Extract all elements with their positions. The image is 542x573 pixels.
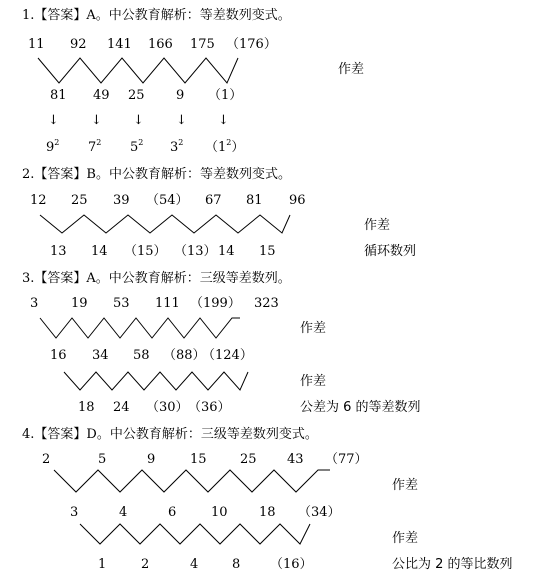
p3-second-diff-term: （30） — [146, 400, 189, 415]
down-arrow-icon: ↓ — [133, 113, 144, 128]
p2-seq-term: 81 — [246, 193, 263, 208]
p1-note-difference: 作差 — [338, 62, 365, 77]
p3-second-diff-term: 18 — [78, 400, 95, 415]
p2-note-difference: 作差 — [364, 218, 391, 233]
p4-zigzag-b — [80, 524, 310, 544]
p4-diff-term: 6 — [168, 505, 177, 520]
p1-diff-term: 49 — [93, 88, 110, 103]
p3-note-difference: 作差 — [300, 374, 327, 389]
p2-diff-term: （15） — [124, 244, 167, 259]
p2-diff-term: 13 — [50, 244, 67, 259]
p4-seq-term: 15 — [190, 452, 207, 467]
p3-zigzag-b — [64, 372, 248, 390]
down-arrow-icon: ↓ — [91, 113, 102, 128]
p3-seq-term: 111 — [155, 296, 180, 311]
p4-diff-term: 10 — [211, 505, 228, 520]
p1-square-term: $3^2$ — [170, 138, 184, 155]
p4-seq-term: 2 — [42, 452, 51, 467]
p3-seq-term: 3 — [30, 296, 39, 311]
p4-header: 4.【答案】D。中公教育解析：三级等差数列变式。 — [22, 427, 318, 442]
p1-square-term: $9^2$ — [46, 138, 60, 155]
p3-diff-term: 58 — [133, 348, 150, 363]
p3-seq-term: 323 — [254, 296, 279, 311]
down-arrow-icon: ↓ — [176, 113, 187, 128]
p2-seq-term: 39 — [113, 193, 130, 208]
p2-seq-term: 12 — [30, 193, 47, 208]
p3-second-diff-term: 24 — [113, 400, 130, 415]
p2-seq-term: 67 — [205, 193, 222, 208]
p4-second-diff-term: 4 — [190, 557, 199, 572]
p4-second-diff-term: 2 — [141, 557, 150, 572]
p3-seq-term: 53 — [113, 296, 130, 311]
p3-header: 3.【答案】A。中公教育解析：三级等差数列。 — [22, 271, 291, 286]
p2-zigzag — [40, 215, 290, 233]
p1-seq-term: 141 — [107, 37, 132, 52]
p1-header: 1.【答案】A。中公教育解析：等差数列变式。 — [22, 8, 291, 23]
p3-seq-term: 19 — [71, 296, 88, 311]
p4-diff-term: 4 — [119, 505, 128, 520]
p4-zigzag-a — [54, 470, 330, 492]
p2-diff-term: （13） — [174, 244, 217, 259]
p1-seq-term: 175 — [190, 37, 215, 52]
p2-diff-term: 15 — [259, 244, 276, 259]
p2-note-cycle: 循环数列 — [364, 244, 417, 259]
p4-diff-term: 18 — [259, 505, 276, 520]
p1-diff-term: 9 — [176, 88, 185, 103]
p1-seq-term: （176） — [226, 37, 277, 52]
p4-second-diff-term: 1 — [98, 557, 107, 572]
p1-square-term: $5^2$ — [130, 138, 144, 155]
p4-diff-term: 3 — [70, 505, 79, 520]
p4-seq-term: 9 — [147, 452, 156, 467]
p1-diff-term: 25 — [128, 88, 145, 103]
p3-diff-term: （124） — [202, 348, 253, 363]
p3-note-arithmetic: 公差为 6 的等差数列 — [300, 400, 421, 415]
p2-diff-term: 14 — [218, 244, 235, 259]
p1-zigzag — [38, 58, 238, 83]
p3-diff-term: （88） — [163, 348, 206, 363]
p3-zigzag-a — [40, 318, 240, 338]
p4-seq-term: 5 — [98, 452, 107, 467]
p4-note-geometric: 公比为 2 的等比数列 — [392, 557, 513, 572]
p4-seq-term: 25 — [240, 452, 257, 467]
p4-note-difference: 作差 — [392, 478, 419, 493]
p2-header: 2.【答案】B。中公教育解析：等差数列变式。 — [22, 167, 291, 182]
p1-seq-term: 92 — [70, 37, 87, 52]
p2-diff-term: 14 — [91, 244, 108, 259]
p4-second-diff-term: 8 — [232, 557, 241, 572]
p2-seq-term: 25 — [71, 193, 88, 208]
p4-seq-term: 43 — [287, 452, 304, 467]
p3-seq-term: （199） — [190, 296, 241, 311]
p1-square-term: $(1^2)$ — [205, 138, 245, 155]
down-arrow-icon: ↓ — [218, 113, 229, 128]
p3-note-difference: 作差 — [300, 321, 327, 336]
p2-seq-term: （54） — [146, 193, 189, 208]
down-arrow-icon: ↓ — [48, 113, 59, 128]
p4-note-difference: 作差 — [392, 531, 419, 546]
p2-seq-term: 96 — [289, 193, 306, 208]
p4-seq-term: （77） — [325, 452, 368, 467]
p1-diff-term: （1） — [208, 88, 243, 103]
p3-diff-term: 16 — [50, 348, 67, 363]
p1-seq-term: 166 — [148, 37, 173, 52]
p3-second-diff-term: （36） — [188, 400, 231, 415]
p4-second-diff-term: （16） — [270, 557, 313, 572]
p3-diff-term: 34 — [92, 348, 109, 363]
p1-square-term: $7^2$ — [88, 138, 102, 155]
p4-diff-term: （34） — [298, 505, 341, 520]
p1-diff-term: 81 — [50, 88, 67, 103]
p1-seq-term: 11 — [28, 37, 45, 52]
